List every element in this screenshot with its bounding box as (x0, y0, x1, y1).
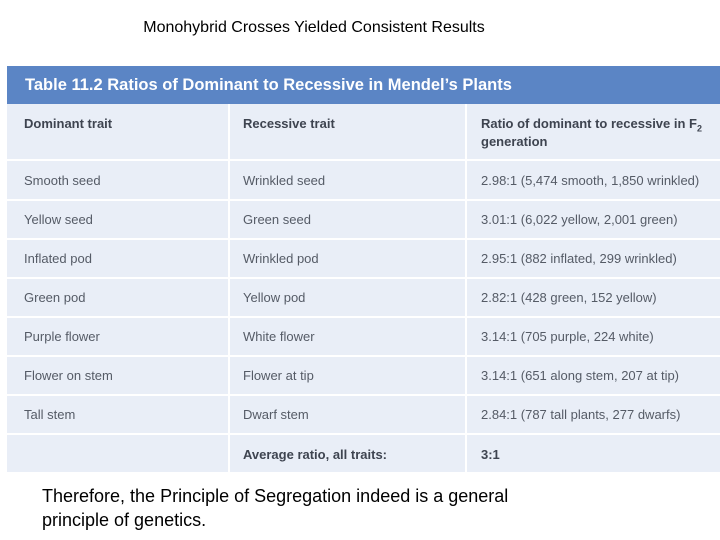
ratio-data-table (7, 104, 720, 472)
dominant-cell: Inflated pod (7, 239, 229, 278)
ratio-cell: 2.98:1 (5,474 smooth, 1,850 wrinkled) (466, 160, 720, 200)
summary-row (7, 434, 720, 472)
ratio-header-suffix: generation (481, 133, 548, 149)
ratio-table (7, 66, 720, 472)
recessive-cell: White flower (229, 317, 466, 356)
recessive-cell: Green seed (229, 200, 466, 239)
ratio-cell: 3.01:1 (6,022 yellow, 2,001 green) (466, 200, 720, 239)
recessive-cell: Wrinkled seed (229, 160, 466, 200)
recessive-cell: Wrinkled pod (229, 239, 466, 278)
dominant-cell: Purple flower (7, 317, 229, 356)
table-row (7, 200, 720, 239)
ratio-cell: 2.84:1 (787 tall plants, 277 dwarfs) (466, 395, 720, 434)
ratio-header-text: Ratio of dominant to recessive in F (481, 116, 697, 131)
recessive-cell: Yellow pod (229, 278, 466, 317)
ratio-cell: 3.14:1 (651 along stem, 207 at tip) (466, 356, 720, 395)
column-header-ratio (466, 104, 720, 160)
slide-title: Monohybrid Crosses Yielded Consistent Results (143, 19, 485, 36)
column-header-row (7, 104, 720, 160)
table-row (7, 278, 720, 317)
summary-label: Average ratio, all traits: (229, 434, 466, 472)
dominant-cell: Flower on stem (7, 356, 229, 395)
conclusion-text: Therefore, the Principle of Segregation indeed is a general principle of genetics. (42, 486, 509, 530)
column-header-dominant: Dominant trait (7, 104, 229, 160)
dominant-cell: Smooth seed (7, 160, 229, 200)
ratio-header-subscript: 2 (696, 123, 702, 134)
dominant-cell: Yellow seed (7, 200, 229, 239)
ratio-cell: 2.82:1 (428 green, 152 yellow) (466, 278, 720, 317)
table-row (7, 317, 720, 356)
table-caption: Table 11.2 Ratios of Dominant to Recessive in Mendel’s Plants (7, 66, 720, 104)
recessive-cell: Dwarf stem (229, 395, 466, 434)
recessive-cell: Flower at tip (229, 356, 466, 395)
summary-empty-cell (7, 434, 229, 472)
table-row (7, 356, 720, 395)
table-row (7, 395, 720, 434)
ratio-cell: 3.14:1 (705 purple, 224 white) (466, 317, 720, 356)
column-header-recessive: Recessive trait (229, 104, 466, 160)
table-row (7, 160, 720, 200)
table-row (7, 239, 720, 278)
dominant-cell: Green pod (7, 278, 229, 317)
ratio-cell: 2.95:1 (882 inflated, 299 wrinkled) (466, 239, 720, 278)
dominant-cell: Tall stem (7, 395, 229, 434)
summary-value: 3:1 (481, 446, 500, 462)
